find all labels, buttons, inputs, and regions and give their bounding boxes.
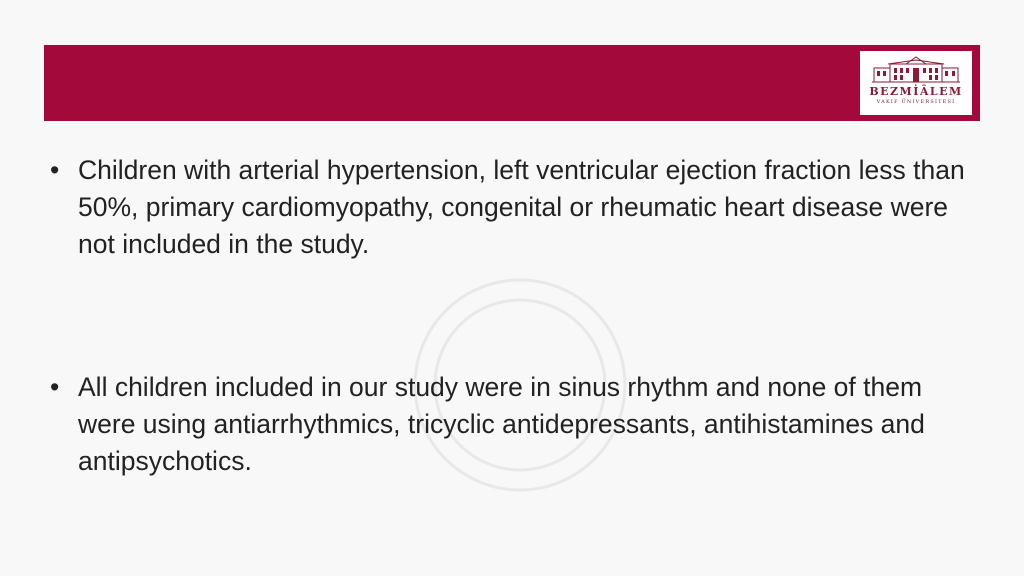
header-bar <box>44 45 980 121</box>
building-icon <box>868 54 964 84</box>
bullet-text: Children with arterial hypertension, left ventricular ejection fraction less than 50%, primary cardiomyopathy, congenital or rheumatic heart disease were not included in the study. <box>78 155 965 259</box>
university-logo <box>860 51 972 115</box>
bullet-item <box>50 152 980 263</box>
bullet-marker: • <box>50 155 60 185</box>
bullet-text: All children included in our study were in sinus rhythm and none of them were using antiarrhythmics, tricyclic antidepressants, antihistamines and antipsychotics. <box>78 372 925 476</box>
bullet-marker: • <box>50 372 60 402</box>
bullet-item <box>50 369 980 480</box>
logo-subtitle: VAKIF ÜNİVERSİTESİ <box>876 99 956 105</box>
logo-name: BEZMİÂLEM <box>869 85 963 98</box>
